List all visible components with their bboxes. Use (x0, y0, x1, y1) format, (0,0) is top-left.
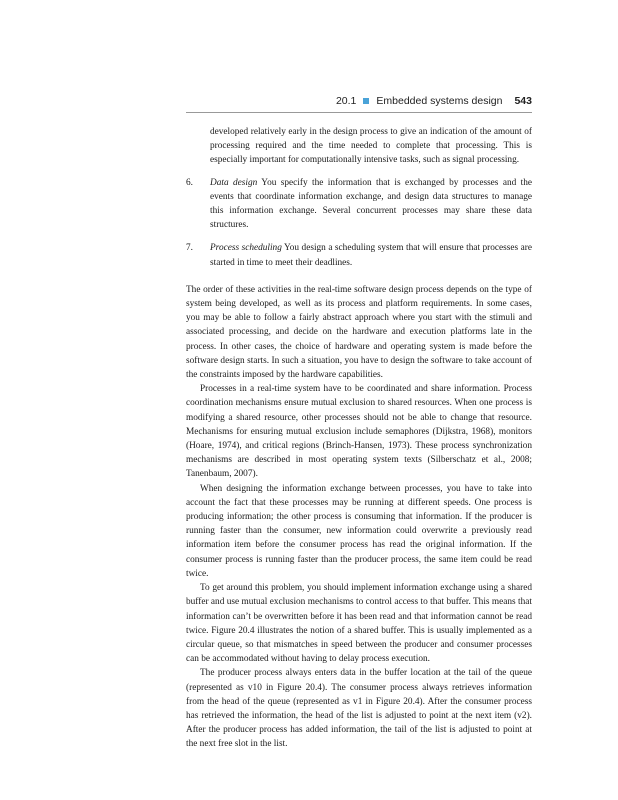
paragraph: The order of these activities in the real-time software design process depends on the type of system being developed, as well as its process and platform requirements. In some cases, you may be able to follow a fairly abstract approach where you start with the stimuli and associated processing, and decide on the hardware and execution platforms late in the process. In other cases, the choice of hardware and operating system is made before the software design starts. In such a situation, you have to design the software to take account of the constraints imposed by the hardware capabilities. (186, 284, 532, 381)
list-item-text: You specify the information that is exchanged by processes and the events that coordinate information exchange, and design data structures to manage this information exchange. Several concurrent processes may share these data structures. (210, 177, 532, 231)
list-item-body (210, 241, 532, 269)
list-item-term: Data design (210, 177, 258, 188)
square-bullet-icon (363, 98, 369, 104)
list-item (186, 241, 532, 269)
section-number: 20.1 (335, 95, 357, 107)
page-body (186, 125, 532, 752)
list-item-body (210, 176, 532, 233)
list-item-term: Process scheduling (210, 243, 282, 254)
paragraph: The producer process always enters data in the buffer location at the tail of the queue (represented as v10 in Figure 20.4). The consumer process always retrieves information from the head of the queue (represented as v1 in Figure 20.4). After the consumer process has retrieved the information, the head of the list is adjusted to point at the next item (v2). After the producer process has added information, the tail of the list is adjusted to point at the next free slot in the list. (186, 668, 532, 750)
list-item (186, 176, 532, 233)
page-number: 543 (514, 95, 532, 107)
list-item-number: 7. (186, 243, 193, 254)
header-rule (186, 112, 532, 113)
paragraph: Processes in a real-time system have to be coordinated and share information. Process coordination mechanisms ensure mutual exclusion to shared resources. When one process is modifying a shared resource, other processes should not be able to change that resource. Mechanisms for ensuring mutual exclusion include semaphores (Dijkstra, 1968), monitors (Hoare, 1974), and critical regions (Brinch-Hansen, 1973). These process synchronization mechanisms are described in most operating system texts (Silberschatz et al., 2008; Tanenbaum, 2007). (186, 384, 532, 480)
list-item-number: 6. (186, 177, 193, 188)
paragraph: To get around this problem, you should implement information exchange using a shared buffer and use mutual exclusion mechanisms to control access to that buffer. This means that information can’t be overwritten before it has been read and that information cannot be read twice. Figure 20.4 illustrates the notion of a shared buffer. This is usually implemented as a circular queue, so that mismatches in speed between the producer and consumer processes can be accommodated without having to delay process execution. (186, 583, 532, 665)
section-title: Embedded systems design (376, 95, 503, 107)
list-item-text: You design a scheduling system that will ensure that processes are started in time to meet their deadlines. (210, 243, 532, 268)
list-item-continuation: developed relatively early in the design process to give an indication of the amount of processing required and the time needed to complete that processing. This is especially important for computationally intensive tasks, such as signal processing. (210, 127, 532, 166)
running-head (336, 95, 532, 107)
paragraph: When designing the information exchange between processes, you have to take into account the fact that these processes may be running at different speeds. One process is producing information; the other process is consuming that information. If the producer is running faster than the consumer, new information could overwrite a previously read information item before the consumer process has read the original information. If the consumer process is running faster than the producer process, the same item could be read twice. (186, 483, 532, 579)
